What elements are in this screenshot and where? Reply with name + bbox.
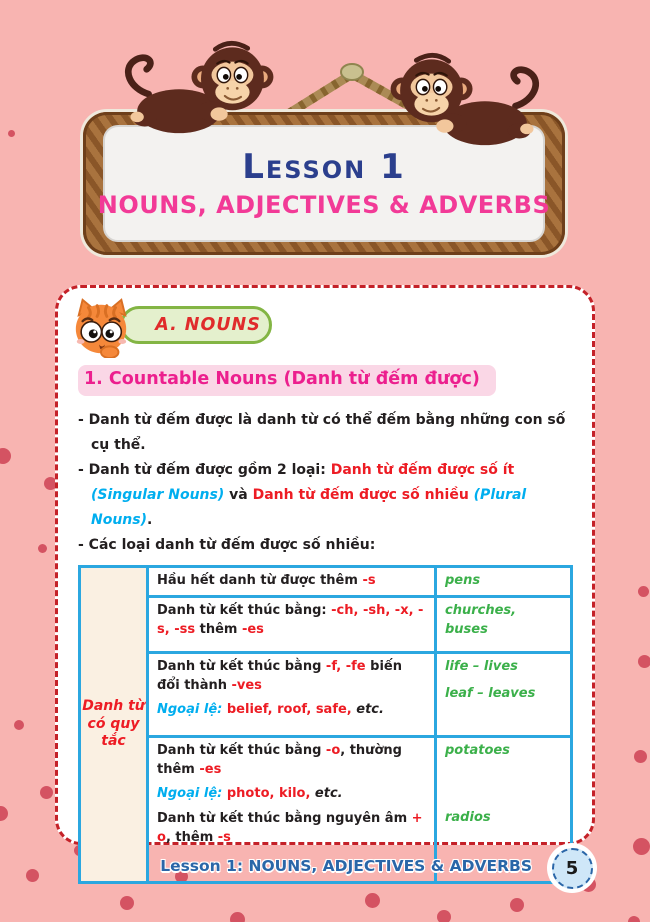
background-dot: [510, 898, 524, 912]
bullet-item: - Các loại danh từ đếm được số nhiều:: [78, 536, 376, 553]
background-dot: [230, 912, 245, 922]
example-text: pens: [445, 572, 481, 588]
example-cell: [436, 596, 572, 652]
background-dot: [638, 586, 649, 597]
background-dot: [0, 806, 8, 821]
example-text: churches, buses: [445, 602, 517, 637]
rule-text: Danh từ kết thúc bằng nguyên âm + o, thêm -s: [157, 811, 423, 846]
rule-exception-text: Ngoại lệ: belief, roof, safe, etc.: [157, 702, 384, 718]
rule-text: Hầu hết danh từ được thêm -s: [157, 572, 376, 588]
background-dot: [40, 786, 53, 799]
table-row: [80, 566, 572, 596]
background-dot: [26, 869, 39, 882]
example-cell: [436, 566, 572, 596]
background-dot: [0, 448, 11, 464]
rule-text: Danh từ kết thúc bằng -o, thường thêm -es: [157, 742, 402, 777]
background-dot: [437, 910, 451, 922]
example-text: radios: [445, 809, 491, 825]
example-cell: [436, 652, 572, 736]
table-row: [80, 652, 572, 736]
background-dot: [38, 544, 47, 553]
bullet-item: - Danh từ đếm được gồm 2 loại: Danh từ đếm được số ít (Singular Nouns) và Danh từ đếm được số nhiều (Plural Nouns).: [78, 461, 527, 528]
background-dot: [120, 896, 134, 910]
cat-icon: [67, 296, 135, 358]
example-text: leaf – leaves: [445, 685, 536, 701]
bullet-item: - Danh từ đếm được là danh từ có thể đếm bằng những con số cụ thể.: [78, 411, 566, 453]
background-dot: [638, 655, 650, 668]
background-dot: [365, 893, 380, 908]
background-dot: [634, 750, 647, 763]
example-text: life – lives: [445, 658, 518, 674]
section-heading: 1. Countable Nouns (Danh từ đếm được): [78, 365, 496, 396]
table-left-header-cell: Danh từ có quy tắc: [80, 566, 148, 882]
rule-text: Danh từ kết thúc bằng -f, -fe biến đổi thành -ves: [157, 658, 402, 693]
rule-exception-text: Ngoại lệ: photo, kilo, etc.: [157, 786, 343, 802]
section-badge-row: [78, 298, 576, 352]
lesson-title: Lesson 1: [242, 147, 406, 187]
plural-rules-table: [78, 565, 573, 884]
content-card: [55, 285, 595, 845]
table-row: [80, 596, 572, 652]
page-number: 5: [552, 848, 593, 889]
page-number-badge: [547, 843, 597, 893]
rule-cell: [148, 596, 436, 652]
background-dot: [14, 720, 24, 730]
background-dot: [628, 916, 640, 922]
rule-cell: [148, 566, 436, 596]
rule-text: Danh từ kết thúc bằng: -ch, -sh, -x, -s, -ss thêm -es: [157, 602, 424, 637]
section-badge: [120, 306, 272, 344]
monkey-left-icon: [120, 34, 282, 136]
background-dot: [633, 838, 650, 855]
section-badge-label: A. NOUNS: [155, 315, 261, 335]
lesson-subtitle: NOUNS, ADJECTIVES & ADVERBS: [97, 191, 551, 219]
monkey-right-icon: [382, 46, 544, 148]
footer-lesson-label: Lesson 1: NOUNS, ADJECTIVES & ADVERBS: [160, 857, 532, 875]
rule-cell: [148, 652, 436, 736]
example-text: potatoes: [445, 742, 510, 758]
